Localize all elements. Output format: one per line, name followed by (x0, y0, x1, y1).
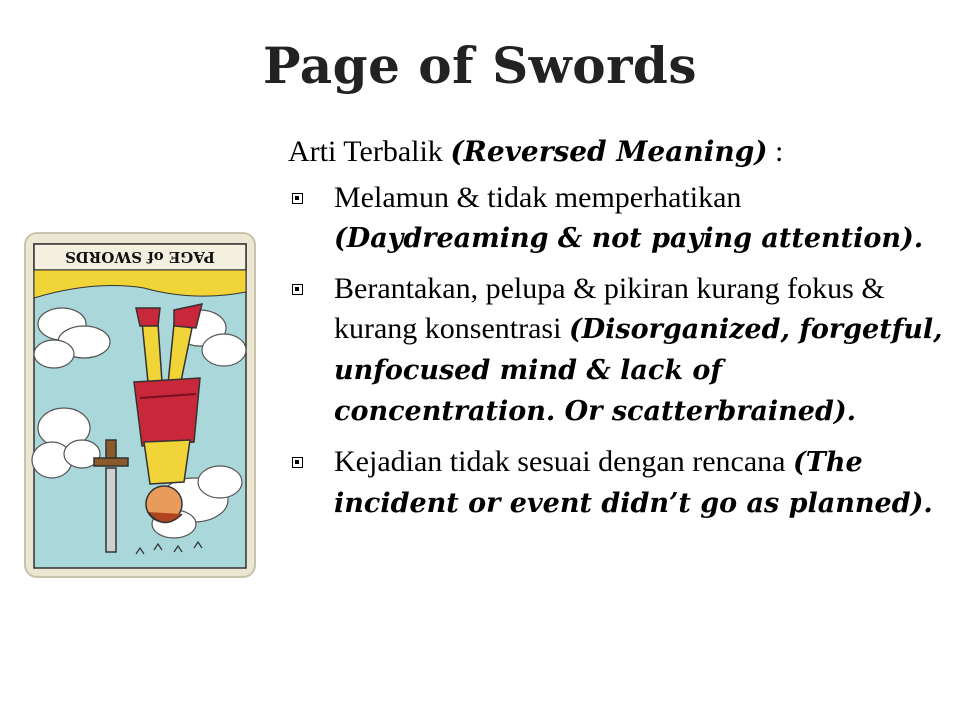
list-item (288, 442, 948, 524)
heading-colon: : (767, 135, 784, 168)
heading-english: (Reversed Meaning) (450, 135, 768, 168)
list-item (288, 269, 948, 432)
list-item (288, 178, 948, 259)
heading-indonesian: Arti Terbalik (288, 135, 451, 168)
meaning-list (288, 178, 948, 524)
square-bullet-icon (292, 193, 303, 204)
item-english: (Disorganized, forgetful, unfocused mind & lack of concentration. Or scatterbrained). (334, 314, 943, 427)
item-indonesian: Berantakan, pelupa & pikiran kurang fokus & kurang konsentrasi (334, 272, 885, 345)
square-bullet-icon (292, 284, 303, 295)
item-indonesian: Melamun & tidak memperhatikan (334, 181, 742, 214)
square-bullet-icon (292, 457, 303, 468)
slide-title: Page of Swords (262, 36, 698, 95)
item-english: (The incident or event didn’t go as planned). (334, 447, 933, 519)
item-indonesian: Kejadian tidak sesuai dengan rencana (334, 445, 793, 478)
item-english: (Daydreaming & not paying attention). (334, 223, 924, 254)
reversed-meaning-heading (288, 132, 948, 172)
tarot-card-image (24, 232, 256, 578)
slide-content (288, 132, 948, 534)
card-caption: PAGE of SWORDS (64, 248, 216, 266)
